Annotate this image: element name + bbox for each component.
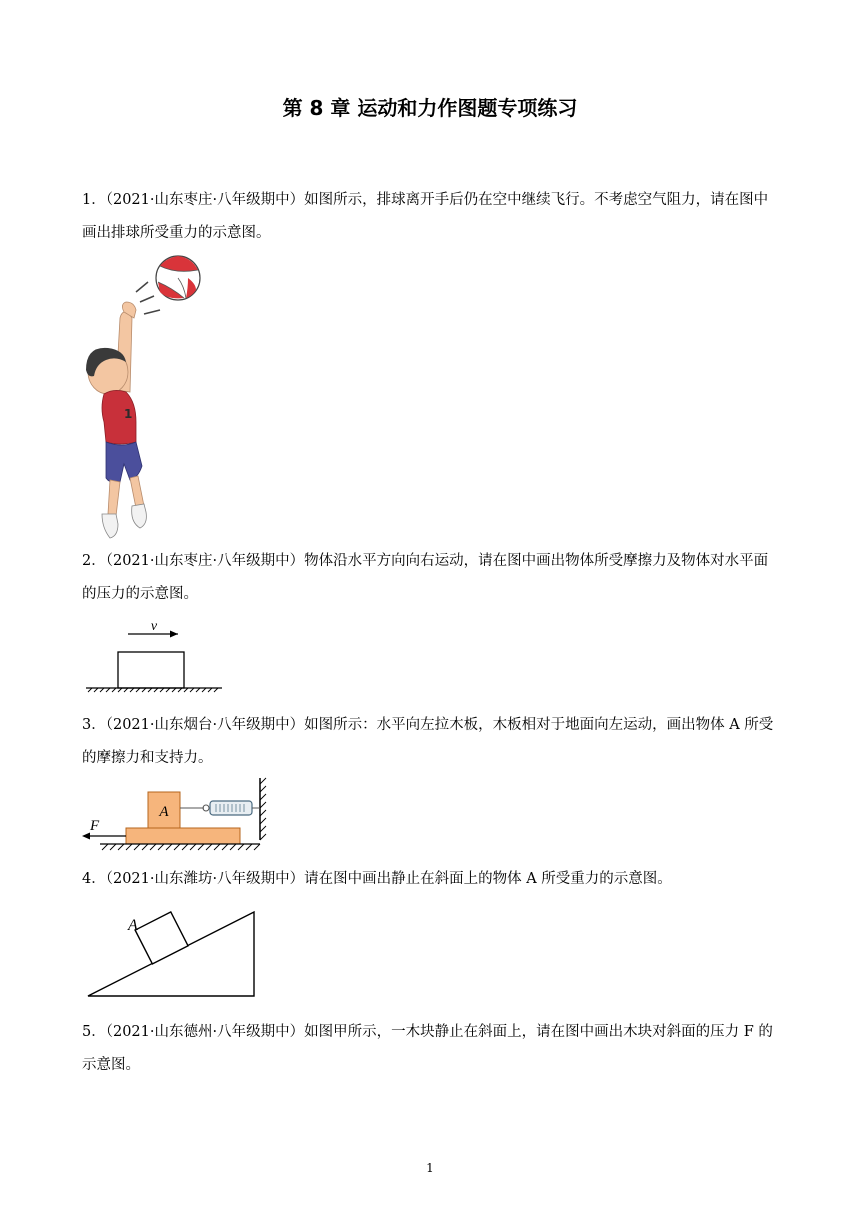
block — [118, 652, 184, 688]
incline-block-figure — [84, 898, 260, 1000]
plank-and-block-figure — [80, 776, 274, 858]
page-number: 1 — [426, 1161, 434, 1175]
block-on-floor-figure — [84, 612, 226, 694]
question-2-text: 2．（2021·山东枣庄·八年级期中）物体沿水平方向向右运动，请在图中画出物体所受摩擦力及物体对水平面的压力的示意图。 — [82, 553, 769, 602]
force-f-label: F — [90, 818, 100, 834]
page-title: 第 8 章 运动和力作图题专项练习 — [282, 96, 578, 120]
volleyball — [156, 256, 200, 300]
question-1-text: 1．（2021·山东枣庄·八年级期中）如图所示，排球离开手后仍在空中继续飞行。不考虑空气阻力，请在图中画出排球所受重力的示意图。 — [82, 192, 769, 241]
plank — [126, 828, 240, 844]
question-5-text: 5．（2021·山东德州·八年级期中）如图甲所示，一木块静止在斜面上，请在图中画出木块对斜面的压力 F 的示意图。 — [82, 1024, 773, 1073]
question-4-text: 4．（2021·山东潍坊·八年级期中）请在图中画出静止在斜面上的物体 A 所受重力的示意图。 — [82, 871, 672, 887]
velocity-label: v — [150, 619, 158, 634]
question-3-text: 3．（2021·山东烟台·八年级期中）如图所示：水平向左拉木板，木板相对于地面向左运动，画出物体 A 所受的摩擦力和支持力。 — [82, 717, 774, 766]
svg-text:1: 1 — [124, 407, 133, 421]
block-a-label: A — [159, 804, 169, 820]
block-a-label: A — [128, 917, 138, 934]
volleyball-player-figure — [80, 252, 210, 544]
